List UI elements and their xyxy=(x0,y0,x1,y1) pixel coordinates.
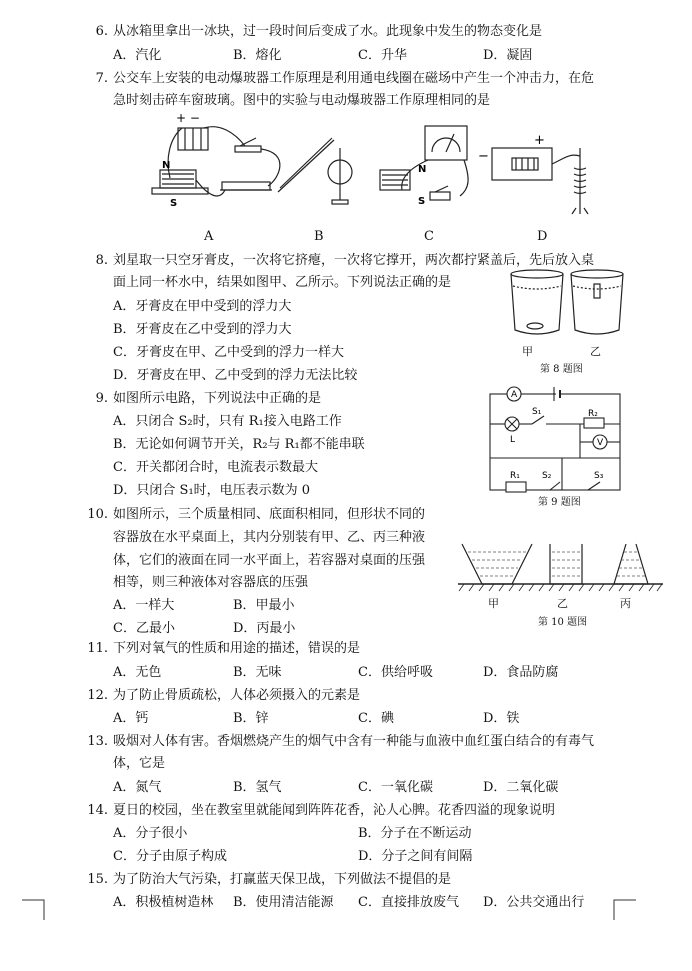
r1-label: R₁ xyxy=(510,471,520,481)
voltmeter-label: V xyxy=(597,438,604,448)
question-stem: 为了防止骨质疏松，人体必须摄入的元素是 xyxy=(113,688,361,703)
pole-s-label: S xyxy=(170,198,178,209)
option: D．丙最小 xyxy=(233,621,296,636)
option: C．一氧化碳 xyxy=(358,780,433,795)
option: B．熔化 xyxy=(233,48,282,63)
question-stem: 下列对氧气的性质和用途的描述，错误的是 xyxy=(113,641,361,656)
question-stem: 如图所示，三个质量相同、底面积相同，但形状不同的 xyxy=(113,507,426,522)
option: A．一样大 xyxy=(113,598,175,613)
option: A．分子很小 xyxy=(113,826,188,841)
option: A．氮气 xyxy=(113,780,162,795)
figure-caption: 第 8 题图 xyxy=(540,364,583,375)
question-stem: 如图所示电路，下列说法中正确的是 xyxy=(113,391,322,406)
switch-s1-label: S₁ xyxy=(532,407,542,417)
option: D．二氧化碳 xyxy=(483,780,559,795)
figure-label: A xyxy=(204,229,214,244)
question-number: 11. xyxy=(87,641,108,656)
question-number: 13. xyxy=(87,734,108,749)
question-number: 9. xyxy=(95,391,108,406)
option: C．开关都闭合时，电流表示数最大 xyxy=(113,460,318,475)
option: C．升华 xyxy=(358,48,407,63)
figure-label: 乙 xyxy=(590,345,601,358)
figure-label: B xyxy=(314,229,324,244)
question-stem: 面上同一杯水中，结果如图甲、乙所示。下列说法正确的是 xyxy=(113,275,452,290)
minus-label: − xyxy=(478,149,489,164)
question-number: 12. xyxy=(87,688,108,703)
question-stem: 容器放在水平桌面上，其内分别装有甲、乙、丙三种液 xyxy=(113,530,426,545)
question-stem: 从冰箱里拿出一冰块，过一段时间后变成了水。此现象中发生的物态变化是 xyxy=(113,24,543,39)
question-number: 7. xyxy=(95,71,108,86)
figure-label: 乙 xyxy=(557,597,568,610)
option: C．直接排放废气 xyxy=(358,895,459,910)
question-number: 8. xyxy=(95,253,108,268)
figure-label: 丙 xyxy=(620,597,631,610)
option: C．供给呼吸 xyxy=(358,665,433,680)
question-stem: 体，它们的液面在同一水平面上，若容器对桌面的压强 xyxy=(113,553,426,568)
question-stem: 吸烟对人体有害。香烟燃烧产生的烟气中含有一种能与血液中血红蛋白结合的有毒气 xyxy=(113,734,595,749)
option: B．甲最小 xyxy=(233,598,295,613)
figure-label: C xyxy=(424,229,434,244)
option: D．只闭合 S₁时，电压表示数为 0 xyxy=(113,483,311,498)
option: B．锌 xyxy=(233,711,269,726)
plus-label: + xyxy=(534,133,545,148)
question-stem: 刘星取一只空牙膏皮，一次将它挤瘪，一次将它撑开，两次都拧紧盖后，先后放入桌 xyxy=(113,253,595,268)
figure-label: 甲 xyxy=(488,597,499,610)
option: B．无论如何调节开关，R₂与 R₁都不能串联 xyxy=(113,437,365,452)
option: D．铁 xyxy=(483,711,520,726)
option: A．积极植树造林 xyxy=(113,895,214,910)
question-stem: 为了防治大气污染，打赢蓝天保卫战，下列做法不提倡的是 xyxy=(113,872,452,887)
option: A．汽化 xyxy=(113,48,162,63)
option: A．牙膏皮在甲中受到的浮力大 xyxy=(113,299,292,314)
question-stem: 夏日的校园，坐在教室里就能闻到阵阵花香，沁人心脾。花香四溢的现象说明 xyxy=(113,803,556,818)
switch-s2-label: S₂ xyxy=(542,471,552,481)
option: C．乙最小 xyxy=(113,621,175,636)
option: B．牙膏皮在乙中受到的浮力大 xyxy=(113,322,292,337)
option: C．碘 xyxy=(358,711,394,726)
figure-label: D xyxy=(537,229,548,244)
option: C．牙膏皮在甲、乙中受到的浮力一样大 xyxy=(113,345,344,360)
question-number: 6. xyxy=(95,24,108,39)
pole-n-label: N xyxy=(418,164,427,175)
option: A．只闭合 S₂时，只有 R₁接入电路工作 xyxy=(113,414,342,429)
option: B．无味 xyxy=(233,665,282,680)
option: B．分子在不断运动 xyxy=(358,826,472,841)
question-number: 14. xyxy=(87,803,108,818)
ammeter-label: A xyxy=(511,390,518,400)
option: C．分子由原子构成 xyxy=(113,849,227,864)
option: B．使用清洁能源 xyxy=(233,895,334,910)
figure-label: 甲 xyxy=(522,345,533,358)
question-stem: 体，它是 xyxy=(113,756,166,771)
option: A．无色 xyxy=(113,665,162,680)
r2-label: R₂ xyxy=(588,409,598,419)
question-number: 10. xyxy=(87,507,108,522)
option: D．凝固 xyxy=(483,48,533,63)
pole-s-label: S xyxy=(418,196,426,207)
question-stem: 急时刻击碎车窗玻璃。图中的实验与电动爆玻器工作原理相同的是 xyxy=(113,93,491,108)
question-stem: 相等，则三种液体对容器底的压强 xyxy=(113,575,309,590)
option: D．公共交通出行 xyxy=(483,895,585,910)
lamp-label: L xyxy=(510,435,516,445)
plus-minus-label: + − xyxy=(176,111,200,125)
option: B．氢气 xyxy=(233,780,282,795)
figure-caption: 第 9 题图 xyxy=(538,497,581,508)
option: D．分子之间有间隔 xyxy=(358,849,473,864)
question-stem: 公交车上安装的电动爆玻器工作原理是利用通电线圈在磁场中产生一个冲击力，在危 xyxy=(113,71,595,86)
question-number: 15. xyxy=(87,872,108,887)
option: D．牙膏皮在甲、乙中受到的浮力无法比较 xyxy=(113,368,358,383)
pole-n-label: N xyxy=(162,160,171,171)
option: D．食品防腐 xyxy=(483,665,559,680)
figure-caption: 第 10 题图 xyxy=(538,617,588,628)
switch-s3-label: S₃ xyxy=(594,471,604,481)
option: A．钙 xyxy=(113,711,149,726)
